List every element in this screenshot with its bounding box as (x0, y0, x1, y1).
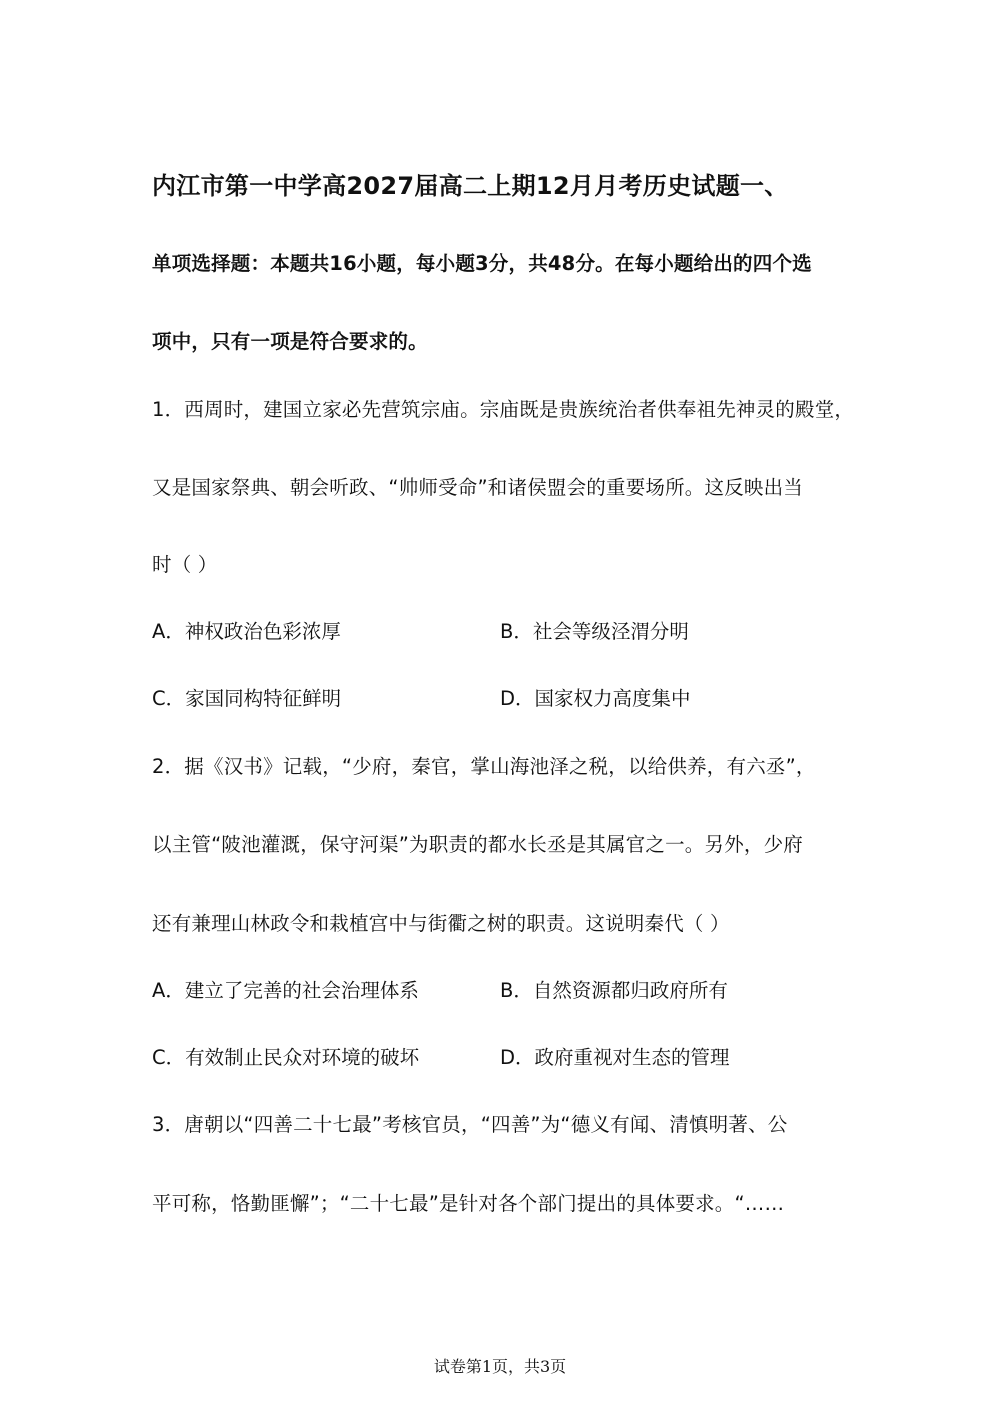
question-1-stem-line-2: 又是国家祭典、朝会听政、“帅师受命”和诸侯盟会的重要场所。这反映出当 (152, 476, 804, 499)
question-2-stem-line-1: 2．据《汉书》记载，“少府，秦官，掌山海池泽之税，以给供养，有六丞”， (152, 755, 816, 778)
question-1-stem-line-1: 1．西周时，建国立家必先营筑宗庙。宗庙既是贵族统治者供奉祖先神灵的殿堂， (152, 398, 855, 421)
section-instructions-line-1: 单项选择题：本题共16小题，每小题3分，共48分。在每小题给出的四个选 (152, 252, 812, 275)
question-2-option-b: B．自然资源都归政府所有 (500, 979, 728, 1002)
question-1-option-b: B．社会等级泾渭分明 (500, 620, 689, 643)
question-2-option-c: C．有效制止民众对环境的破坏 (152, 1046, 420, 1069)
question-3-stem-line-1: 3．唐朝以“四善二十七最”考核官员，“四善”为“德义有闻、清慎明著、公 (152, 1113, 788, 1136)
question-2-stem-line-2: 以主管“陂池灌溉，保守河渠”为职责的都水长丞是其属官之一。另外，少府 (152, 833, 804, 856)
page-footer: 试卷第1页，共3页 (433, 1357, 567, 1376)
question-1-option-c: C．家国同构特征鲜明 (152, 687, 342, 710)
question-1-stem-line-3: 时（ ） (152, 553, 218, 576)
question-2-option-a: A．建立了完善的社会治理体系 (152, 979, 419, 1002)
question-1-option-a: A．神权政治色彩浓厚 (152, 620, 341, 643)
question-2-option-d: D．政府重视对生态的管理 (500, 1046, 730, 1069)
question-1-option-d: D．国家权力高度集中 (500, 687, 691, 710)
question-3-stem-line-2: 平可称，恪勤匪懈”；“二十七最”是针对各个部门提出的具体要求。“…… (152, 1192, 785, 1215)
question-2-stem-line-3: 还有兼理山林政令和栽植宫中与街衢之树的职责。这说明秦代（ ） (152, 912, 730, 935)
section-instructions-line-2: 项中，只有一项是符合要求的。 (152, 330, 428, 353)
page-title: 内江市第一中学高2027届高二上期12月月考历史试题一、 (152, 172, 789, 200)
